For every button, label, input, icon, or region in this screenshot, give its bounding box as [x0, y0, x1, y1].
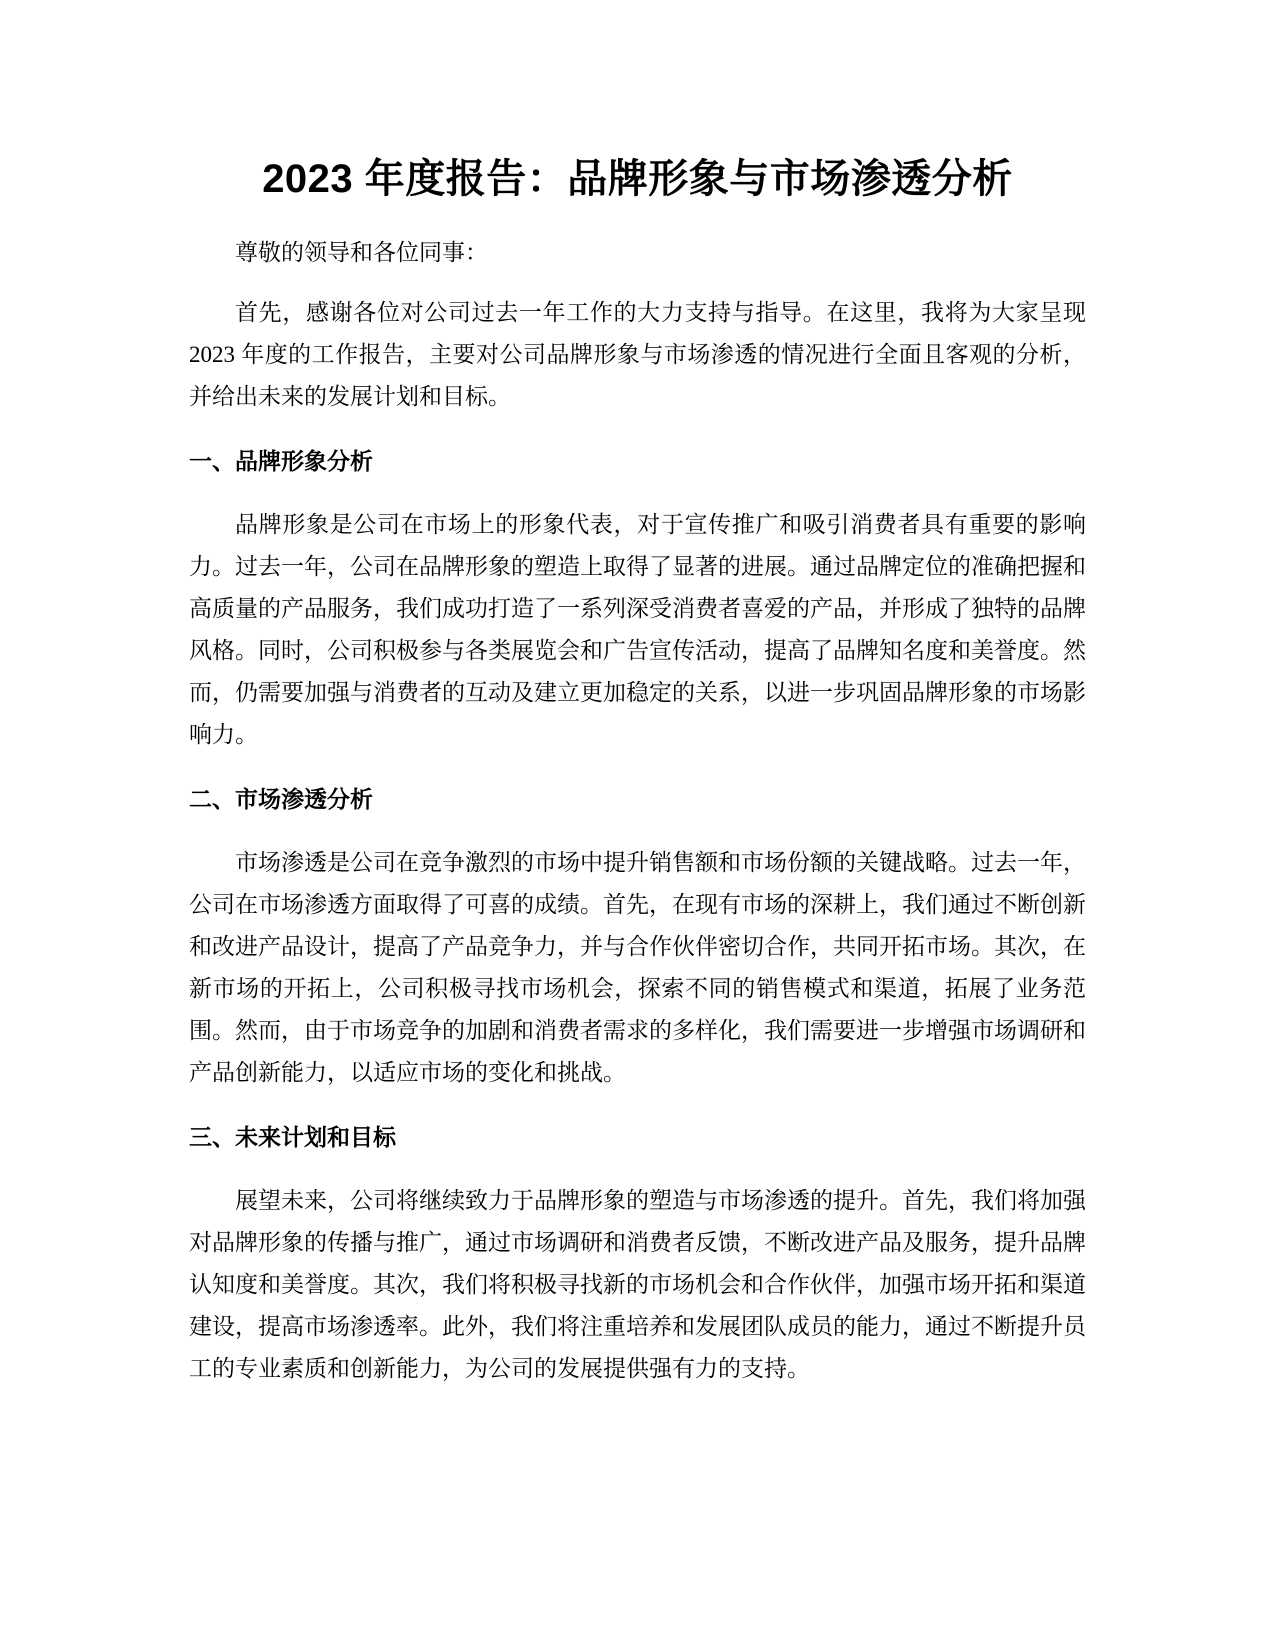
section-body-market-penetration: 市场渗透是公司在竞争激烈的市场中提升销售额和市场份额的关键战略。过去一年，公司在市场渗透方面取得了可喜的成绩。首先，在现有市场的深耕上，我们通过不断创新和改进产品设计，提高了产品竞争力，并与合作伙伴密切合作，共同开拓市场。其次，在新市场的开拓上，公司积极寻找市场机会，探索不同的销售模式和渠道，拓展了业务范围。然而，由于市场竞争的加剧和消费者需求的多样化，我们需要进一步增强市场调研和产品创新能力，以适应市场的变化和挑战。	[189, 850, 1086, 1085]
section-body-future-plans: 展望未来，公司将继续致力于品牌形象的塑造与市场渗透的提升。首先，我们将加强对品牌形象的传播与推广，通过市场调研和消费者反馈，不断改进产品及服务，提升品牌认知度和美誉度。其次，我们将积极寻找新的市场机会和合作伙伴，加强市场开拓和渠道建设，提高市场渗透率。此外，我们将注重培养和发展团队成员的能力，通过不断提升员工的专业素质和创新能力，为公司的发展提供强有力的支持。	[189, 1188, 1086, 1381]
section-body-brand-image: 品牌形象是公司在市场上的形象代表，对于宣传推广和吸引消费者具有重要的影响力。过去一年，公司在品牌形象的塑造上取得了显著的进展。通过品牌定位的准确把握和高质量的产品服务，我们成功打造了一系列深受消费者喜爱的产品，并形成了独特的品牌风格。同时，公司积极参与各类展览会和广告宣传活动，提高了品牌知名度和美誉度。然而，仍需要加强与消费者的互动及建立更加稳定的关系，以进一步巩固品牌形象的市场影响力。	[189, 512, 1086, 747]
intro-paragraph: 首先，感谢各位对公司过去一年工作的大力支持与指导。在这里，我将为大家呈现 2023 年度的工作报告，主要对公司品牌形象与市场渗透的情况进行全面且客观的分析，并给出未来的发展计划和目标。	[189, 300, 1086, 409]
section-heading-brand-image: 一、品牌形象分析	[189, 448, 373, 474]
section-heading-market-penetration: 二、市场渗透分析	[189, 786, 373, 812]
document-title: 2023 年度报告：品牌形象与市场渗透分析	[262, 157, 1013, 201]
greeting-paragraph: 尊敬的领导和各位同事：	[235, 240, 488, 265]
section-heading-future-plans: 三、未来计划和目标	[189, 1124, 396, 1150]
